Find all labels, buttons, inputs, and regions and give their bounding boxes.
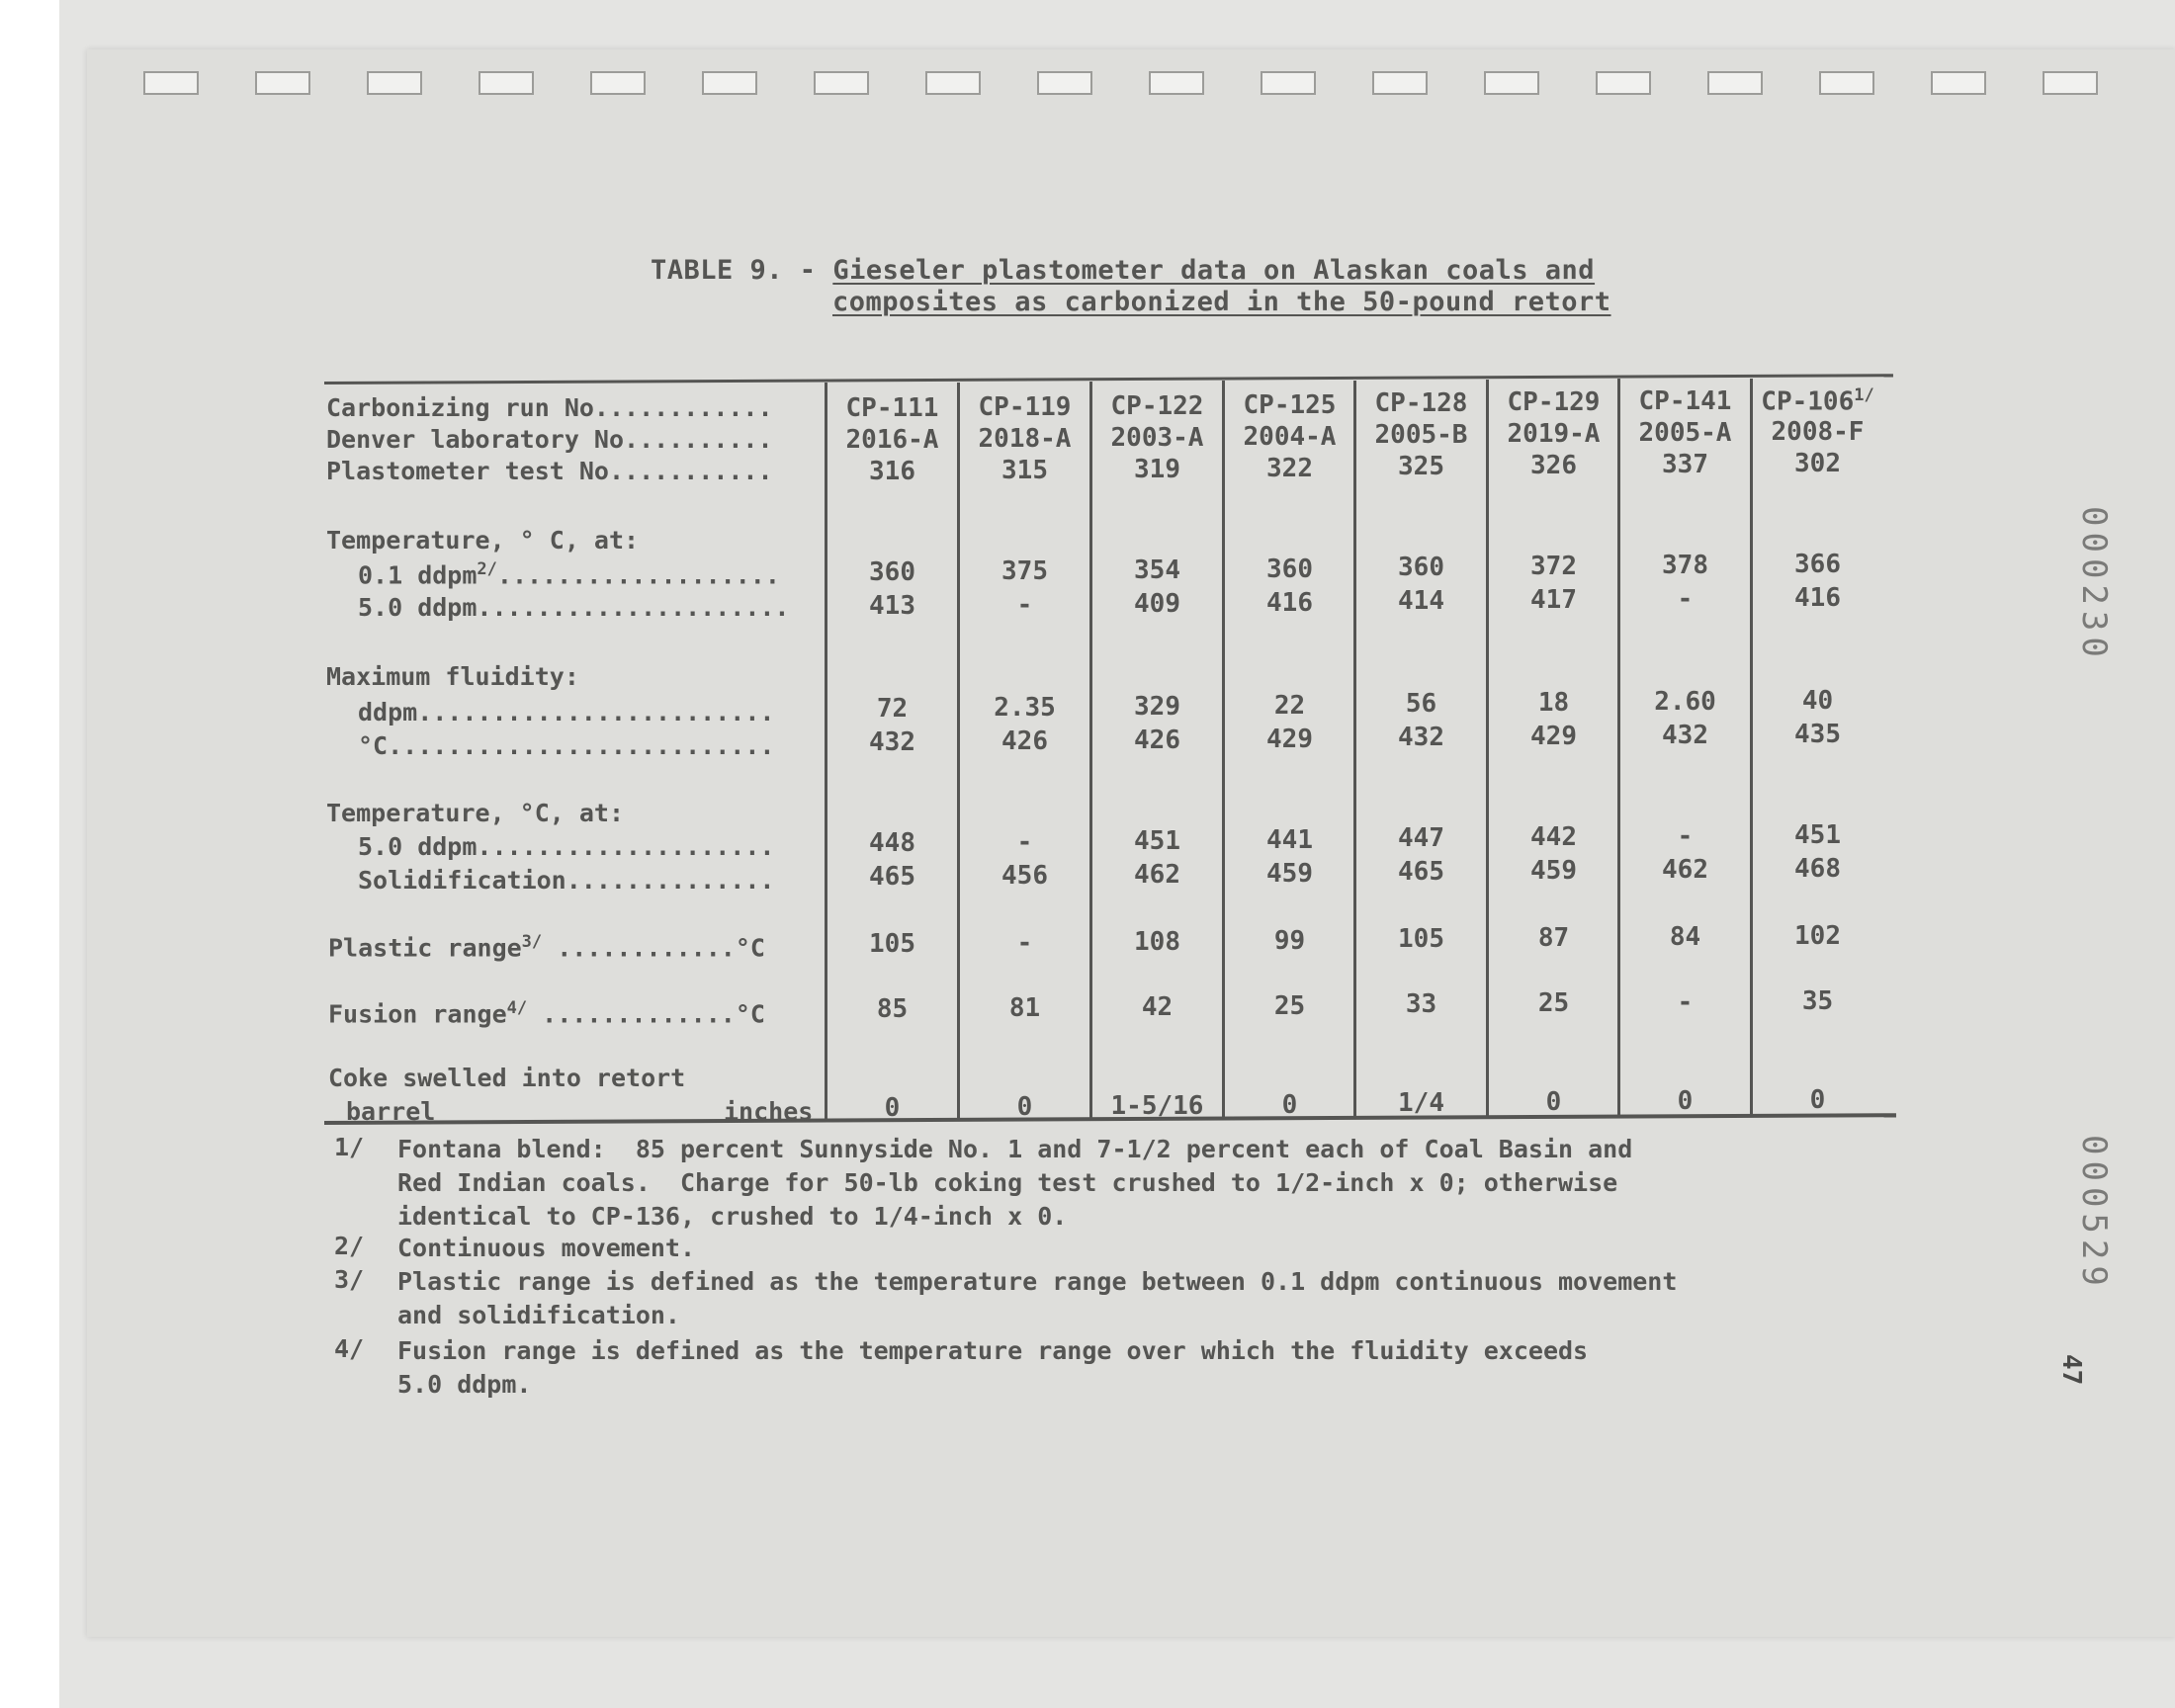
cell-t01: 372 [1530, 552, 1577, 582]
cell-coke: 1-5/16 [1110, 1090, 1204, 1121]
punch-hole [1149, 71, 1204, 95]
cell-t50: 413 [869, 591, 915, 621]
label-inches: inches [724, 1097, 814, 1126]
cell-test-no: 316 [869, 457, 915, 486]
cell-solid: 462 [1134, 859, 1180, 890]
label-fusion-range: Fusion range$^{4/}$ .............°C [328, 998, 765, 1029]
punch-hole [1037, 71, 1092, 95]
footnote-ref-2: 2/ [477, 559, 497, 579]
cell-fusion: 85 [876, 994, 909, 1024]
cell-mf-ddpm: 2.35 [994, 692, 1056, 723]
cell-test-no: 315 [1001, 455, 1048, 485]
cell-test-no: 326 [1530, 451, 1577, 481]
table-title-text-1: Gieseler plastometer data on Alaskan coals and [832, 255, 1596, 286]
punch-hole [2043, 71, 2098, 95]
cell-run-no: CP-119 [978, 391, 1072, 422]
label-50-ddpm-2: 5.0 ddpm.................... [358, 832, 775, 861]
cell-t2-50: - [1677, 821, 1694, 852]
cell-t2-50: 451 [1134, 825, 1180, 856]
punch-hole [814, 71, 869, 95]
cell-plastic: 105 [869, 929, 915, 959]
cell-solid: 462 [1662, 855, 1708, 886]
cell-lab-no: 2019-A [1507, 419, 1601, 450]
cell-t50: 414 [1398, 586, 1444, 617]
cell-mf-ddpm: 56 [1405, 689, 1437, 720]
page-number: 47 [2056, 1354, 2086, 1386]
footnote-text: Red Indian coals. Charge for 50-lb coking test crushed to 1/2-inch x 0; otherwise [397, 1168, 1618, 1197]
footnote-text: 5.0 ddpm. [397, 1370, 532, 1399]
cell-test-no: 337 [1662, 450, 1708, 480]
footnote-text: identical to CP-136, crushed to 1/4-inch x 0. [397, 1202, 1068, 1231]
footnote-mark: 1/ [334, 1133, 365, 1161]
cell-t01: 360 [1266, 554, 1313, 584]
footnote-text: and solidification. [397, 1301, 680, 1329]
cell-run-no: CP-125 [1243, 389, 1337, 420]
footnote-text: Fusion range is defined as the temperature range over which the fluidity exceeds [397, 1336, 1589, 1365]
punch-hole [143, 71, 199, 95]
cell-t01: 354 [1134, 555, 1180, 585]
cell-mf-ddpm: 18 [1537, 688, 1570, 719]
punch-hole [1484, 71, 1539, 95]
label-01-ddpm: 0.1 ddpm$^{2/}$................... [358, 559, 780, 590]
punch-hole [1819, 71, 1874, 95]
punch-hole [1596, 71, 1651, 95]
cell-coke: 0 [1281, 1089, 1298, 1120]
punch-hole [590, 71, 646, 95]
cell-t50: 416 [1794, 583, 1841, 614]
cell-solid: 459 [1266, 858, 1313, 889]
label-barrel: barrel [346, 1097, 436, 1126]
label-plastic-range: Plastic range$^{3/}$ ............°C [328, 932, 765, 963]
cell-run-no: $CP-106^{1/}$ [1761, 385, 1874, 417]
cell-coke: 0 [1545, 1087, 1562, 1118]
footnote-text: Fontana blend: 85 percent Sunnyside No. 1 and 7-1/2 percent each of Coal Basin and [397, 1135, 1633, 1163]
cell-mf-ddpm: 329 [1134, 691, 1180, 722]
cell-lab-no: 2008-F [1771, 417, 1865, 448]
cell-test-no: 302 [1794, 449, 1841, 479]
label-solidification: Solidification.............. [358, 866, 775, 895]
cell-mf-c: 435 [1794, 720, 1841, 750]
cell-coke: 0 [1677, 1086, 1694, 1117]
label-plastometer-test: Plastometer test No........... [326, 457, 773, 485]
cell-t01: 360 [1398, 553, 1444, 583]
label-ddpm: ddpm........................ [358, 698, 775, 726]
table-title-prefix: TABLE 9. - [651, 255, 833, 286]
cell-t2-50: 448 [869, 828, 915, 858]
footnote-ref-3: 3/ [521, 932, 543, 952]
cell-lab-no: 2005-B [1374, 420, 1468, 451]
label-denver-lab: Denver laboratory No.......... [326, 425, 773, 454]
cell-t50: - [1677, 584, 1694, 615]
footnote-ref-4: 4/ [506, 998, 528, 1018]
cell-solid: 468 [1794, 854, 1841, 885]
cell-mf-c: 426 [1001, 726, 1048, 756]
footnote-text: Continuous movement. [397, 1234, 696, 1262]
cell-mf-ddpm: 22 [1273, 690, 1306, 721]
cell-fusion: 25 [1273, 990, 1306, 1021]
cell-mf-c: 426 [1134, 725, 1180, 755]
label-deg-c: °C.......................... [358, 731, 775, 760]
cell-plastic: 84 [1669, 922, 1701, 953]
cell-mf-c: 429 [1266, 724, 1313, 754]
footnote-text: Plastic range is defined as the temperature range between 0.1 ddpm continuous movement [397, 1267, 1678, 1296]
cell-mf-c: 432 [1662, 721, 1708, 751]
stamp-upper: 000230 [2074, 506, 2114, 663]
cell-lab-no: 2003-A [1110, 422, 1204, 453]
label-50-ddpm-1: 5.0 ddpm..................... [358, 593, 790, 622]
punch-hole [255, 71, 310, 95]
punch-hole [1707, 71, 1763, 95]
cell-mf-ddpm: 40 [1801, 686, 1834, 717]
cell-fusion: 42 [1141, 991, 1174, 1022]
cell-solid: 459 [1530, 856, 1577, 887]
cell-fusion: 35 [1801, 986, 1834, 1017]
cell-t2-50: 447 [1398, 823, 1444, 854]
punch-hole [1931, 71, 1986, 95]
cell-run-no: CP-141 [1638, 386, 1732, 417]
cell-solid: 465 [1398, 857, 1444, 888]
punch-hole [367, 71, 422, 95]
cell-coke: 0 [884, 1093, 901, 1123]
cell-solid: 456 [1001, 860, 1048, 891]
cell-t2-50: 441 [1266, 824, 1313, 855]
label-coke-swelled: Coke swelled into retort [328, 1064, 686, 1092]
cell-mf-c: 429 [1530, 722, 1577, 752]
cell-solid: 465 [869, 862, 915, 892]
cell-t50: 409 [1134, 588, 1180, 619]
label-max-fluidity: Maximum fluidity: [326, 662, 579, 691]
cell-run-no: CP-122 [1110, 390, 1204, 421]
cell-lab-no: 2018-A [978, 423, 1072, 454]
cell-coke: 0 [1016, 1091, 1033, 1122]
cell-t2-50: 451 [1794, 820, 1841, 851]
punch-hole [702, 71, 757, 95]
cell-lab-no: 2004-A [1243, 421, 1337, 452]
footnote-mark: 4/ [334, 1334, 365, 1363]
cell-t2-50: 442 [1530, 822, 1577, 853]
footnote-ref-1: 1/ [1854, 385, 1874, 406]
cell-lab-no: 2005-A [1638, 418, 1732, 449]
cell-t01: 375 [1001, 555, 1048, 586]
cell-lab-no: 2016-A [845, 425, 939, 455]
table-title-line2: composites as carbonized in the 50-pound retort [832, 287, 1611, 317]
label-temperature-heading-2: Temperature, °C, at: [326, 799, 625, 827]
cell-t50: 416 [1266, 587, 1313, 618]
cell-mf-c: 432 [869, 727, 915, 757]
cell-plastic: 87 [1537, 923, 1570, 954]
cell-t01: 378 [1662, 551, 1708, 581]
cell-t50: 417 [1530, 585, 1577, 616]
cell-plastic: 102 [1794, 921, 1841, 952]
punch-hole [478, 71, 534, 95]
cell-coke: 1/4 [1398, 1088, 1444, 1119]
cell-t01: 366 [1794, 550, 1841, 580]
cell-fusion: - [1677, 987, 1694, 1018]
cell-mf-c: 432 [1398, 723, 1444, 753]
label-temperature-heading-1: Temperature, ° C, at: [326, 526, 640, 555]
cell-t01: 360 [869, 557, 915, 587]
cell-t50: - [1016, 589, 1033, 620]
footnote-mark: 3/ [334, 1265, 365, 1294]
cell-plastic: 108 [1134, 926, 1180, 957]
cell-run-no: CP-128 [1374, 388, 1468, 419]
cell-t2-50: - [1016, 826, 1033, 857]
cell-plastic: 105 [1398, 924, 1444, 955]
punch-hole-strip [143, 71, 2101, 101]
cell-mf-ddpm: 2.60 [1654, 687, 1716, 718]
stamp-lower: 000529 [2074, 1135, 2114, 1292]
cell-fusion: 25 [1537, 988, 1570, 1019]
cell-coke: 0 [1809, 1085, 1826, 1116]
cell-test-no: 319 [1134, 454, 1180, 484]
cell-fusion: 81 [1008, 992, 1041, 1023]
cell-mf-ddpm: 72 [876, 694, 909, 724]
cell-run-no: CP-111 [845, 393, 939, 423]
footnote-mark: 2/ [334, 1232, 365, 1260]
label-carbonizing-run: Carbonizing run No............ [326, 393, 773, 422]
cell-run-no: CP-129 [1507, 387, 1601, 418]
table-title-line1 [651, 255, 1595, 286]
cell-fusion: 33 [1405, 989, 1437, 1020]
cell-plastic: - [1016, 927, 1033, 958]
cell-plastic: 99 [1273, 925, 1306, 956]
punch-hole [1372, 71, 1428, 95]
cell-test-no: 322 [1266, 453, 1313, 483]
punch-hole [1261, 71, 1316, 95]
cell-test-no: 325 [1398, 452, 1444, 482]
punch-hole [925, 71, 981, 95]
